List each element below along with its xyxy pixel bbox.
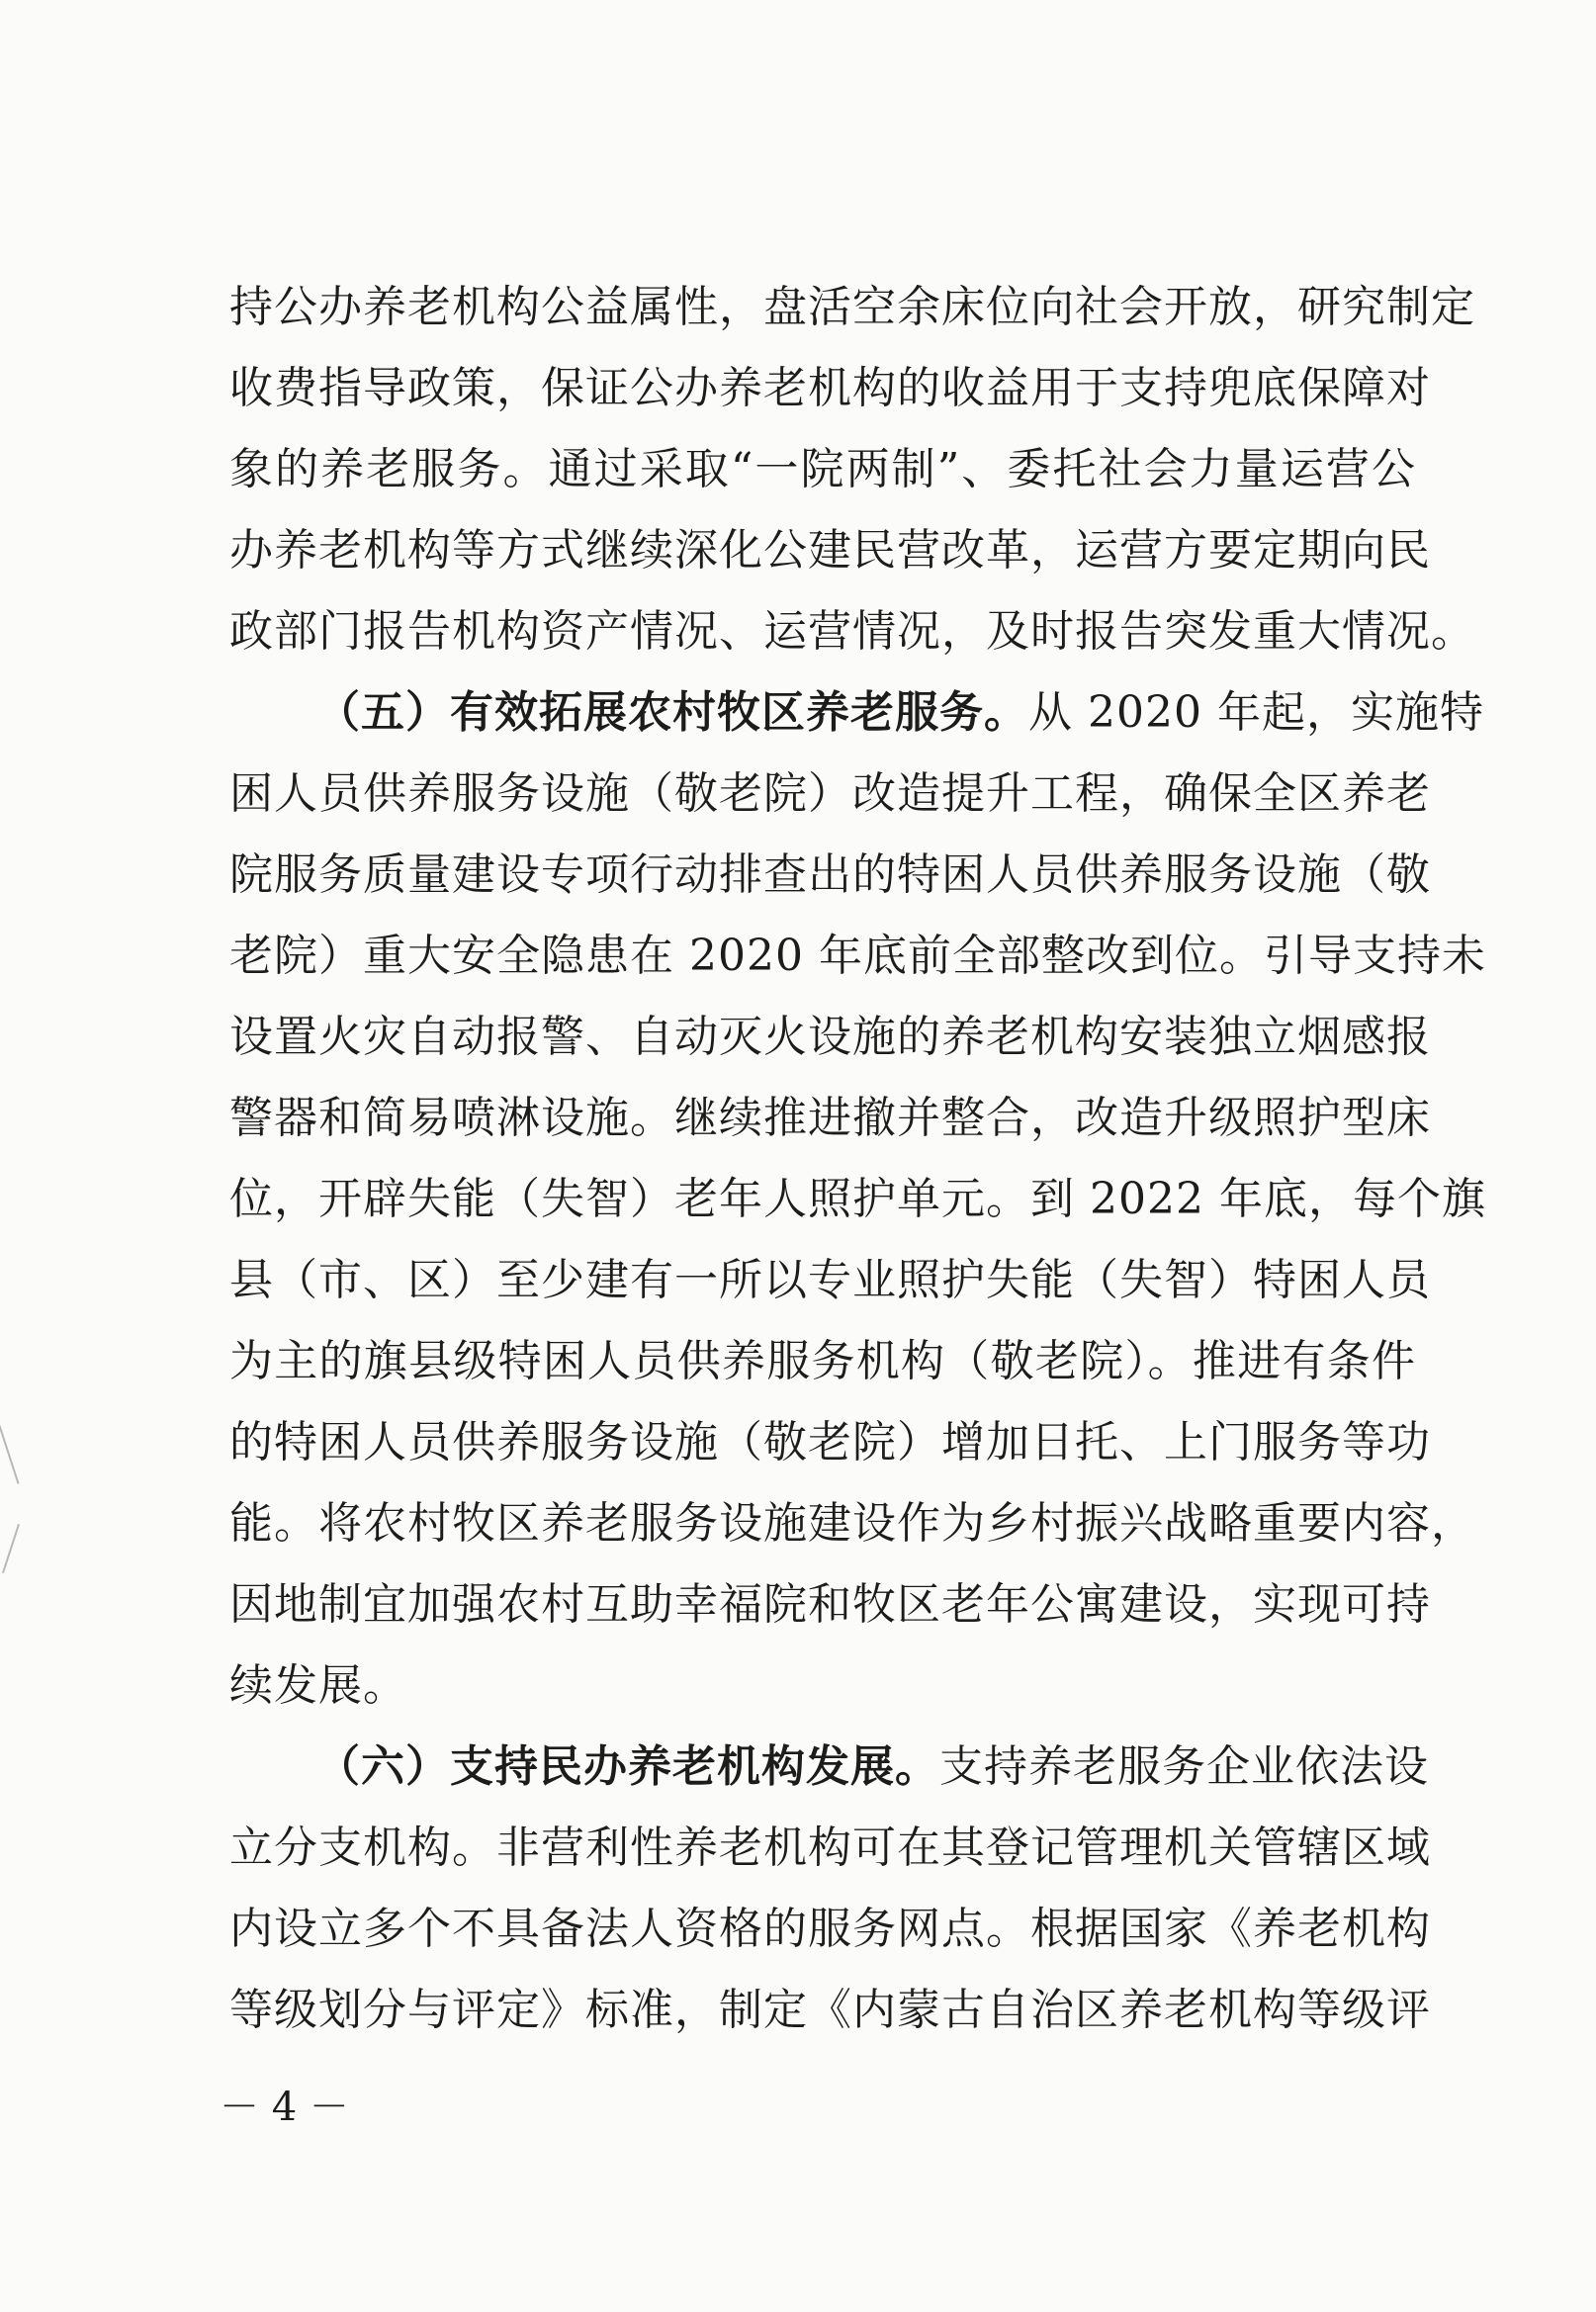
section-6-first-line — [229, 1727, 1429, 1808]
page-number: － 4 － — [220, 2085, 349, 2130]
section-5-heading: （五）有效拓展农村牧区养老服务。 — [316, 687, 1028, 738]
scan-artifact-mark — [2, 1524, 20, 1573]
paragraph-line: 政部门报告机构资产情况、运营情况，及时报告突发重大情况。 — [229, 606, 1475, 657]
paragraph-line: 设置火灾自动报警、自动灭火设施的养老机构安装独立烟感报 — [229, 1012, 1431, 1062]
section-6-text: 支持养老服务企业依法设 — [939, 1741, 1429, 1792]
paragraph-line: 为主的旗县级特困人员供养服务机构（敬老院）。推进有条件 — [229, 1336, 1416, 1386]
paragraph-line: 象的养老服务。通过采取“一院两制”、委托社会力量运营公 — [229, 444, 1416, 494]
paragraph-line: 的特困人员供养服务设施（敬老院）增加日托、上门服务等功 — [229, 1417, 1431, 1467]
paragraph-line: 困人员供养服务设施（敬老院）改造提升工程，确保全区养老 — [229, 768, 1431, 819]
paragraph-line: 县（市、区）至少建有一所以专业照护失能（失智）特困人员 — [229, 1255, 1431, 1305]
paragraph-line: 因地制宜加强农村互助幸福院和牧区老年公寓建设，实现可持 — [229, 1579, 1431, 1630]
paragraph-line: 办养老机构等方式继续深化公建民营改革，运营方要定期向民 — [229, 525, 1431, 576]
paragraph-line: 持公办养老机构公益属性，盘活空余床位向社会开放，研究制定 — [229, 282, 1475, 332]
paragraph-line: 内设立多个不具备法人资格的服务网点。根据国家《养老机构 — [229, 1904, 1431, 1954]
section-5-text: 从 2020 年起，实施特 — [1028, 687, 1484, 738]
paragraph-line: 立分支机构。非营利性养老机构可在其登记管理机关管辖区域 — [229, 1823, 1431, 1873]
scan-artifact-mark — [0, 1425, 20, 1484]
paragraph-line: 续发展。 — [229, 1660, 407, 1711]
paragraph-line: 等级划分与评定》标准，制定《内蒙古自治区养老机构等级评 — [229, 1985, 1431, 2035]
paragraph-line: 院服务质量建设专项行动排查出的特困人员供养服务设施（敬 — [229, 849, 1431, 900]
section-5-first-line — [229, 672, 1484, 754]
body-text — [229, 267, 1486, 2051]
section-6-heading: （六）支持民办养老机构发展。 — [316, 1741, 939, 1792]
paragraph-line: 能。将农村牧区养老服务设施建设作为乡村振兴战略重要内容， — [229, 1498, 1475, 1549]
paragraph-line: 收费指导政策，保证公办养老机构的收益用于支持兜底保障对 — [229, 363, 1431, 413]
paragraph-line: 位，开辟失能（失智）老年人照护单元。到 2022 年底，每个旗 — [229, 1174, 1486, 1224]
paragraph-line: 老院）重大安全隐患在 2020 年底前全部整改到位。引导支持未 — [229, 931, 1486, 981]
paragraph-line: 警器和简易喷淋设施。继续推进撤并整合，改造升级照护型床 — [229, 1093, 1431, 1143]
